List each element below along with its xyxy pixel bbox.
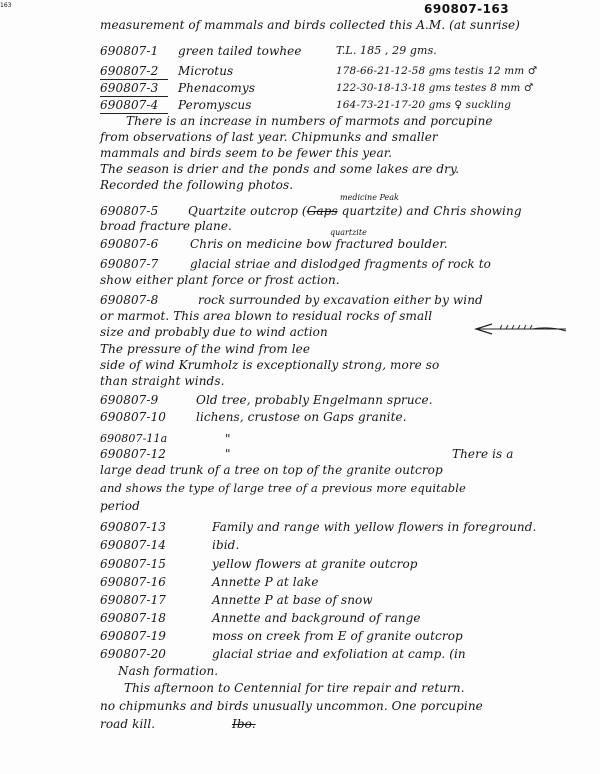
note-line: size and probably due to wind action — [100, 325, 328, 339]
photo-caption: Annette P at lake — [212, 575, 319, 589]
specimen-id: 690807-2 — [100, 64, 159, 78]
note-line: There is an increase in numbers of marmots and porcupine — [126, 114, 493, 128]
specimen-measure: T.L. 185 , 29 gms. — [336, 44, 437, 57]
ditto-mark: " — [225, 432, 231, 446]
note-line: than straight winds. — [100, 374, 225, 388]
photo-caption: rock surrounded by excavation either by wind — [198, 293, 483, 307]
note-line: from observations of last year. Chipmunks and smaller — [100, 130, 438, 144]
photo-caption: ibid. — [212, 538, 240, 552]
photo-id: 690807-15 — [100, 557, 167, 571]
note-line: The season is drier and the ponds and some lakes are dry. — [100, 162, 460, 176]
note-fragment: There is a — [452, 447, 514, 461]
struck-word: Gaps — [306, 204, 338, 218]
photo-caption: Chris on medicine bow fractured boulder. — [190, 237, 448, 251]
photo-id: 690807-12 — [100, 447, 167, 461]
photo-id: 690807-7 — [100, 257, 159, 271]
photo-caption: Family and range with yellow flowers in foreground. — [212, 520, 537, 534]
note-fragment: quartzite) and Chris showing — [341, 204, 522, 218]
photo-id: 690807-10 — [100, 410, 167, 424]
specimen-id: 690807-4 — [100, 98, 159, 112]
note-line: This afternoon to Centennial for tire repair and return. — [124, 681, 465, 695]
specimen-measure: 178-66-21-12-58 gms testis 12 mm ♂ — [336, 65, 538, 77]
photo-caption: glacial striae and exfoliation at camp. (in — [212, 647, 466, 661]
specimen-id-underline — [100, 79, 168, 80]
photo-id: 690807-8 — [100, 293, 159, 307]
note-line: Nash formation. — [118, 664, 219, 678]
photo-caption: yellow flowers at granite outcrop — [212, 557, 418, 571]
photo-id: 690807-19 — [100, 629, 167, 643]
photo-caption: lichens, crustose on Gaps granite. — [196, 410, 407, 424]
photo-caption: Old tree, probably Engelmann spruce. — [196, 393, 433, 407]
wind-sketch — [470, 316, 572, 342]
photo-caption: glacial striae and dislodged fragments of rock to — [190, 257, 491, 271]
ditto-mark: " — [225, 447, 231, 461]
note-fragment: Quartzite outcrop ( — [188, 204, 307, 218]
struck-word: Ibo. — [232, 717, 256, 731]
page-id: 690807-163 — [424, 2, 510, 16]
specimen-id: 690807-1 — [100, 44, 159, 58]
note-line: side of wind Krumholz is exceptionally strong, more so — [100, 358, 440, 372]
note-line: and shows the type of large tree of a previous more equitable — [100, 481, 466, 495]
note-line: Recorded the following photos. — [100, 178, 294, 192]
photo-caption: Annette and background of range — [212, 611, 421, 625]
insert-annotation: medicine Peak — [340, 193, 399, 202]
photo-id: 690807-9 — [100, 393, 159, 407]
photo-id: 690807-11a — [100, 432, 168, 445]
photo-id: 690807-6 — [100, 237, 159, 251]
photo-id: 690807-18 — [100, 611, 167, 625]
photo-id: 690807-14 — [100, 538, 167, 552]
photo-id: 690807-13 — [100, 520, 167, 534]
insert-annotation: quartzite — [330, 228, 367, 237]
specimen-id: 690807-3 — [100, 81, 159, 95]
note-line: no chipmunks and birds unusually uncommon. One porcupine — [100, 699, 483, 713]
note-line: broad fracture plane. — [100, 219, 232, 233]
note-line: mammals and birds seem to be fewer this year. — [100, 146, 393, 160]
photo-caption: moss on creek from E of granite outcrop — [212, 629, 463, 643]
specimen-id-underline — [100, 96, 168, 97]
note-line — [188, 204, 522, 218]
corner-mark: 163 — [0, 2, 12, 9]
note-line: or marmot. This area blown to residual rocks of small — [100, 309, 433, 323]
photo-id: 690807-20 — [100, 647, 167, 661]
note-line: road kill. — [100, 717, 156, 731]
note-line: show either plant force or frost action. — [100, 273, 340, 287]
specimen-name: Peromyscus — [178, 98, 252, 112]
photo-id: 690807-16 — [100, 575, 167, 589]
specimen-measure: 122-30-18-13-18 gms testes 8 mm ♂ — [336, 82, 534, 94]
note-line: The pressure of the wind from lee — [100, 342, 311, 356]
photo-id: 690807-17 — [100, 593, 167, 607]
note-line: period — [100, 499, 140, 513]
specimen-name: Phenacomys — [178, 81, 256, 95]
specimen-name: Microtus — [178, 64, 234, 78]
specimen-name: green tailed towhee — [178, 44, 302, 58]
note-line: measurement of mammals and birds collected this A.M. (at sunrise) — [100, 18, 520, 32]
note-line: large dead trunk of a tree on top of the granite outcrop — [100, 463, 443, 477]
photo-caption: Annette P at base of snow — [212, 593, 373, 607]
photo-id: 690807-5 — [100, 204, 159, 218]
specimen-measure: 164-73-21-17-20 gms ♀ suckling — [336, 99, 512, 111]
